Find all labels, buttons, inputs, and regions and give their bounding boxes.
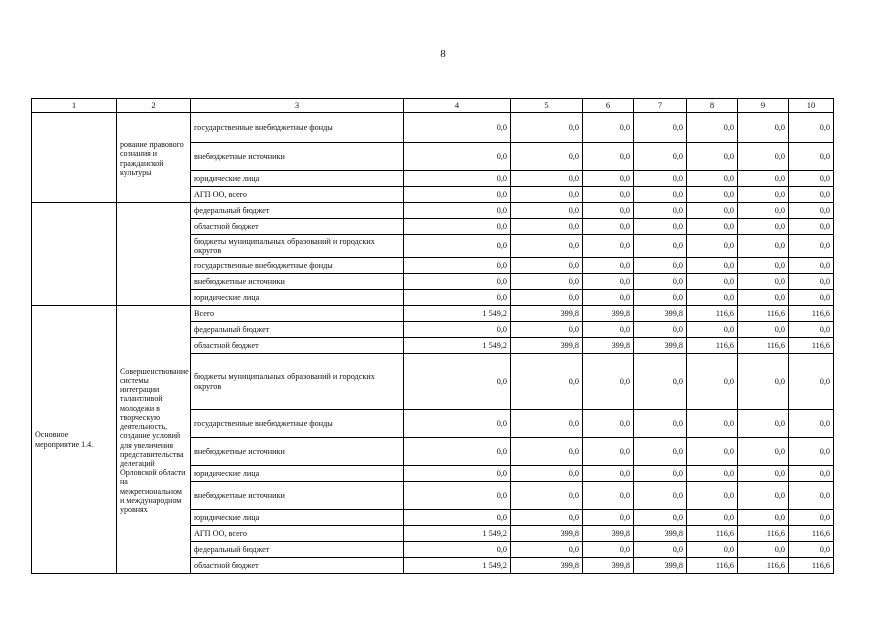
value-cell: 0,0: [404, 542, 511, 558]
value-cell: 0,0: [687, 510, 738, 526]
header-cell: 6: [583, 99, 634, 113]
funding-source-cell: Всего: [191, 306, 404, 322]
value-cell: 0,0: [583, 290, 634, 306]
value-cell: 0,0: [687, 438, 738, 466]
value-cell: 0,0: [511, 258, 583, 274]
value-cell: 116,6: [789, 558, 834, 574]
value-cell: 0,0: [634, 482, 687, 510]
value-cell: 116,6: [687, 526, 738, 542]
page-number: 8: [440, 48, 446, 60]
value-cell: 0,0: [404, 290, 511, 306]
value-cell: 0,0: [404, 113, 511, 143]
table-row: [32, 306, 834, 322]
value-cell: 0,0: [511, 410, 583, 438]
value-cell: 0,0: [583, 542, 634, 558]
funding-source-cell: юридические лица: [191, 171, 404, 187]
header-cell: 3: [191, 99, 404, 113]
value-cell: 1 549,2: [404, 338, 511, 354]
activity-description-cell: Совершенствование системы интеграции талантливой молодежи в творческую деятельность, создание условий для увеличения представительства делегаций Орловской области на межрегиональном и международном уровнях: [117, 306, 191, 574]
value-cell: 0,0: [634, 143, 687, 171]
value-cell: 0,0: [511, 219, 583, 235]
value-cell: 0,0: [634, 438, 687, 466]
funding-source-cell: государственные внебюджетные фонды: [191, 410, 404, 438]
value-cell: 0,0: [789, 482, 834, 510]
value-cell: 0,0: [511, 171, 583, 187]
value-cell: 399,8: [634, 558, 687, 574]
activity-description-cell: рование правового сознания и гражданской культуры: [117, 113, 191, 203]
value-cell: 0,0: [634, 203, 687, 219]
value-cell: 399,8: [583, 306, 634, 322]
value-cell: 0,0: [738, 410, 789, 438]
value-cell: 0,0: [789, 274, 834, 290]
value-cell: 116,6: [738, 558, 789, 574]
value-cell: 0,0: [687, 143, 738, 171]
header-cell: 9: [738, 99, 789, 113]
value-cell: 0,0: [583, 274, 634, 290]
value-cell: 0,0: [404, 466, 511, 482]
funding-source-cell: АГП ОО, всего: [191, 526, 404, 542]
value-cell: 0,0: [583, 354, 634, 410]
funding-source-cell: юридические лица: [191, 466, 404, 482]
header-cell: 7: [634, 99, 687, 113]
value-cell: 0,0: [634, 354, 687, 410]
activity-name-cell: Основное мероприятие 1.4.: [32, 306, 117, 574]
value-cell: 0,0: [404, 219, 511, 235]
value-cell: 0,0: [738, 510, 789, 526]
value-cell: 0,0: [583, 171, 634, 187]
value-cell: 0,0: [583, 482, 634, 510]
value-cell: 0,0: [511, 354, 583, 410]
value-cell: 0,0: [511, 187, 583, 203]
funding-source-cell: бюджеты муниципальных образований и городских округов: [191, 354, 404, 410]
funding-source-cell: федеральный бюджет: [191, 322, 404, 338]
value-cell: 0,0: [511, 466, 583, 482]
value-cell: 116,6: [789, 526, 834, 542]
value-cell: 0,0: [738, 219, 789, 235]
value-cell: 399,8: [511, 526, 583, 542]
value-cell: 0,0: [583, 510, 634, 526]
value-cell: 0,0: [511, 143, 583, 171]
value-cell: 0,0: [511, 542, 583, 558]
value-cell: 0,0: [404, 410, 511, 438]
value-cell: 0,0: [738, 143, 789, 171]
value-cell: 0,0: [511, 235, 583, 258]
value-cell: 0,0: [404, 354, 511, 410]
value-cell: 0,0: [687, 542, 738, 558]
value-cell: 0,0: [404, 274, 511, 290]
value-cell: 0,0: [738, 466, 789, 482]
value-cell: 0,0: [511, 510, 583, 526]
value-cell: 0,0: [634, 510, 687, 526]
value-cell: 399,8: [511, 306, 583, 322]
value-cell: 0,0: [511, 438, 583, 466]
value-cell: 0,0: [687, 113, 738, 143]
value-cell: 0,0: [404, 203, 511, 219]
value-cell: 0,0: [738, 438, 789, 466]
value-cell: 0,0: [789, 258, 834, 274]
value-cell: 0,0: [634, 258, 687, 274]
value-cell: 0,0: [583, 113, 634, 143]
value-cell: 0,0: [687, 235, 738, 258]
value-cell: 0,0: [687, 322, 738, 338]
value-cell: 399,8: [511, 338, 583, 354]
value-cell: 0,0: [634, 466, 687, 482]
value-cell: 0,0: [789, 354, 834, 410]
funding-source-cell: юридические лица: [191, 510, 404, 526]
value-cell: 0,0: [404, 510, 511, 526]
value-cell: 1 549,2: [404, 558, 511, 574]
value-cell: 0,0: [634, 187, 687, 203]
value-cell: 0,0: [404, 171, 511, 187]
value-cell: 116,6: [738, 338, 789, 354]
value-cell: 0,0: [789, 143, 834, 171]
funding-source-cell: государственные внебюджетные фонды: [191, 113, 404, 143]
value-cell: 0,0: [687, 219, 738, 235]
value-cell: 0,0: [583, 322, 634, 338]
value-cell: 0,0: [738, 171, 789, 187]
funding-source-cell: АГП ОО, всего: [191, 187, 404, 203]
value-cell: 1 549,2: [404, 306, 511, 322]
value-cell: 0,0: [789, 187, 834, 203]
value-cell: 0,0: [738, 258, 789, 274]
value-cell: 0,0: [738, 235, 789, 258]
value-cell: 0,0: [789, 542, 834, 558]
value-cell: 0,0: [583, 466, 634, 482]
value-cell: 0,0: [687, 203, 738, 219]
value-cell: 0,0: [789, 219, 834, 235]
value-cell: 0,0: [738, 187, 789, 203]
value-cell: 0,0: [738, 203, 789, 219]
activity-name-cell: [32, 203, 117, 306]
funding-source-cell: областной бюджет: [191, 219, 404, 235]
funding-source-cell: внебюджетные источники: [191, 482, 404, 510]
value-cell: 0,0: [583, 410, 634, 438]
value-cell: 0,0: [583, 143, 634, 171]
value-cell: 116,6: [738, 306, 789, 322]
value-cell: 0,0: [687, 354, 738, 410]
value-cell: 0,0: [634, 290, 687, 306]
value-cell: 0,0: [789, 113, 834, 143]
header-cell: 8: [687, 99, 738, 113]
header-row: [32, 99, 834, 113]
funding-source-cell: внебюджетные источники: [191, 438, 404, 466]
value-cell: 0,0: [687, 290, 738, 306]
value-cell: 116,6: [687, 338, 738, 354]
funding-source-cell: внебюджетные источники: [191, 143, 404, 171]
value-cell: 0,0: [738, 274, 789, 290]
funding-source-cell: юридические лица: [191, 290, 404, 306]
funding-source-cell: областной бюджет: [191, 338, 404, 354]
funding-source-cell: областной бюджет: [191, 558, 404, 574]
value-cell: 0,0: [687, 187, 738, 203]
value-cell: 0,0: [789, 510, 834, 526]
value-cell: 399,8: [634, 338, 687, 354]
funding-source-cell: бюджеты муниципальных образований и городских округов: [191, 235, 404, 258]
activity-description-cell: [117, 203, 191, 306]
value-cell: 0,0: [404, 438, 511, 466]
header-cell: 4: [404, 99, 511, 113]
value-cell: 0,0: [687, 274, 738, 290]
value-cell: 0,0: [738, 322, 789, 338]
header-cell: 10: [789, 99, 834, 113]
value-cell: 0,0: [789, 410, 834, 438]
value-cell: 0,0: [583, 219, 634, 235]
value-cell: 116,6: [687, 306, 738, 322]
value-cell: 0,0: [789, 290, 834, 306]
value-cell: 0,0: [634, 410, 687, 438]
funding-source-cell: федеральный бюджет: [191, 203, 404, 219]
value-cell: 0,0: [404, 143, 511, 171]
funding-source-cell: государственные внебюджетные фонды: [191, 258, 404, 274]
value-cell: 0,0: [634, 322, 687, 338]
value-cell: 0,0: [404, 187, 511, 203]
value-cell: 0,0: [583, 438, 634, 466]
value-cell: 399,8: [511, 558, 583, 574]
value-cell: 0,0: [404, 482, 511, 510]
funding-source-cell: федеральный бюджет: [191, 542, 404, 558]
budget-table: [31, 98, 834, 574]
value-cell: 116,6: [789, 306, 834, 322]
value-cell: 0,0: [789, 171, 834, 187]
value-cell: 0,0: [687, 171, 738, 187]
value-cell: 116,6: [789, 338, 834, 354]
value-cell: 0,0: [789, 235, 834, 258]
value-cell: 0,0: [511, 482, 583, 510]
value-cell: 399,8: [634, 306, 687, 322]
value-cell: 399,8: [634, 526, 687, 542]
value-cell: 0,0: [583, 203, 634, 219]
value-cell: 0,0: [789, 438, 834, 466]
value-cell: 0,0: [583, 258, 634, 274]
value-cell: 399,8: [583, 526, 634, 542]
header-cell: 1: [32, 99, 117, 113]
value-cell: 0,0: [789, 203, 834, 219]
value-cell: 0,0: [634, 274, 687, 290]
activity-name-cell: [32, 113, 117, 203]
value-cell: 0,0: [634, 542, 687, 558]
value-cell: 0,0: [789, 322, 834, 338]
value-cell: 0,0: [634, 171, 687, 187]
value-cell: 0,0: [634, 113, 687, 143]
table-row: [32, 203, 834, 219]
value-cell: 0,0: [404, 322, 511, 338]
value-cell: 399,8: [583, 338, 634, 354]
header-cell: 2: [117, 99, 191, 113]
value-cell: 0,0: [738, 113, 789, 143]
value-cell: 0,0: [789, 466, 834, 482]
value-cell: 0,0: [634, 219, 687, 235]
value-cell: 399,8: [583, 558, 634, 574]
value-cell: 116,6: [687, 558, 738, 574]
value-cell: 0,0: [511, 322, 583, 338]
value-cell: 0,0: [583, 187, 634, 203]
value-cell: 0,0: [687, 258, 738, 274]
value-cell: 0,0: [404, 258, 511, 274]
value-cell: 116,6: [738, 526, 789, 542]
value-cell: 0,0: [687, 410, 738, 438]
funding-source-cell: внебюджетные источники: [191, 274, 404, 290]
value-cell: 0,0: [511, 203, 583, 219]
value-cell: 0,0: [687, 482, 738, 510]
value-cell: 0,0: [687, 466, 738, 482]
value-cell: 1 549,2: [404, 526, 511, 542]
value-cell: 0,0: [511, 113, 583, 143]
table-row: [32, 113, 834, 143]
value-cell: 0,0: [583, 235, 634, 258]
value-cell: 0,0: [511, 290, 583, 306]
value-cell: 0,0: [404, 235, 511, 258]
value-cell: 0,0: [634, 235, 687, 258]
value-cell: 0,0: [738, 354, 789, 410]
value-cell: 0,0: [511, 274, 583, 290]
value-cell: 0,0: [738, 290, 789, 306]
header-cell: 5: [511, 99, 583, 113]
value-cell: 0,0: [738, 482, 789, 510]
value-cell: 0,0: [738, 542, 789, 558]
